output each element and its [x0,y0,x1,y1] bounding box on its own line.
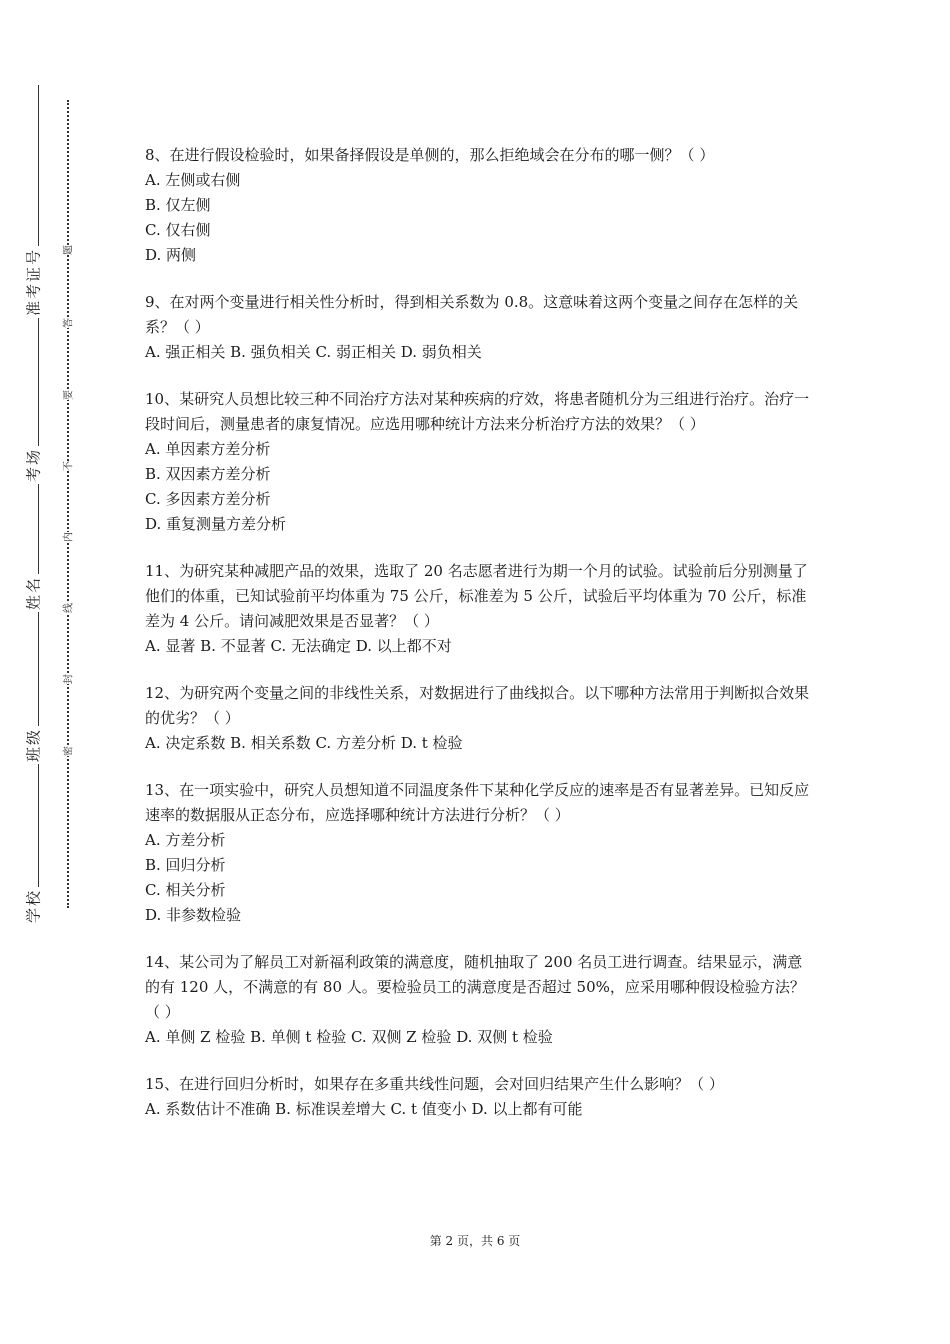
question-11 [145,559,815,659]
option-d: D. 非参数检验 [145,906,242,924]
option-d: D. 重复测量方差分析 [145,515,287,533]
option-a: A. 单因素方差分析 [145,440,271,458]
question-9 [145,290,815,365]
question-text: 11、为研究某种减肥产品的效果，选取了 20 名志愿者进行为期一个月的试验。试验前后分别测量了他们的体重，已知试验前平均体重为 75 公斤，标准差为 5 公斤，试验后平均体重为 70 公斤，标准差为 4 公斤。请问减肥效果是否显著？（ ） [145,562,808,630]
question-14 [145,950,815,1050]
question-text: 10、某研究人员想比较三种不同治疗方法对某种疾病的疗效，将患者随机分为三组进行治疗。治疗一段时间后，测量患者的康复情况。应选用哪种统计方法来分析治疗方法的效果？（ ） [145,390,810,433]
question-text: 9、在对两个变量进行相关性分析时，得到相关系数为 0.8。这意味着这两个变量之间存在怎样的关系？（ ） [145,293,799,336]
options-line: A. 决定系数 B. 相关系数 C. 方差分析 D. t 检验 [145,734,463,752]
question-12 [145,681,815,756]
question-text: 8、在进行假设检验时，如果备择假设是单侧的，那么拒绝域会在分布的哪一侧？（ ） [145,146,715,164]
question-15 [145,1072,815,1122]
seal-dotted-line [67,100,69,908]
option-c: C. 多因素方差分析 [145,490,271,508]
options-line: A. 系数估计不准确 B. 标准误差增大 C. t 值变小 D. 以上都有可能 [145,1100,583,1118]
option-c: C. 仅右侧 [145,221,211,239]
option-b: B. 双因素方差分析 [145,465,271,483]
question-text: 14、某公司为了解员工对新福利政策的满意度，随机抽取了 200 名员工进行调查。结果显示，满意的有 120 人，不满意的有 80 人。要检验员工的满意度是否超过 50%，应采用哪种假设检验方法？（ ） [145,953,805,1021]
question-text: 15、在进行回归分析时，如果存在多重共线性问题，会对回归结果产生什么影响？（ ） [145,1075,724,1093]
option-d: D. 两侧 [145,246,197,264]
page-number: 第 2 页，共 6 页 [429,1234,521,1248]
option-a: A. 左侧或右侧 [145,171,241,189]
options-line: A. 显著 B. 不显著 C. 无法确定 D. 以上都不对 [145,637,452,655]
option-c: C. 相关分析 [145,881,226,899]
options-line: A. 强正相关 B. 强负相关 C. 弱正相关 D. 弱负相关 [145,343,482,361]
question-8 [145,143,815,268]
option-b: B. 回归分析 [145,856,226,874]
question-text: 12、为研究两个变量之间的非线性关系，对数据进行了曲线拟合。以下哪种方法常用于判断拟合效果的优劣？（ ） [145,684,810,727]
question-10 [145,387,815,537]
options-line: A. 单侧 Z 检验 B. 单侧 t 检验 C. 双侧 Z 检验 D. 双侧 t 检验 [145,1028,553,1046]
question-list [145,143,815,1144]
question-13 [145,778,815,928]
binding-margin: 准考证号 考场 姓名 班级 学校 题 答 要 不 内 线 封 密 [0,0,110,1344]
option-b: B. 仅左侧 [145,196,211,214]
option-a: A. 方差分析 [145,831,226,849]
binding-solid-line [38,85,39,925]
question-text: 13、在一项实验中，研究人员想知道不同温度条件下某种化学反应的速率是否有显著差异。已知反应速率的数据服从正态分布，应选择哪种统计方法进行分析？（ ） [145,781,810,824]
